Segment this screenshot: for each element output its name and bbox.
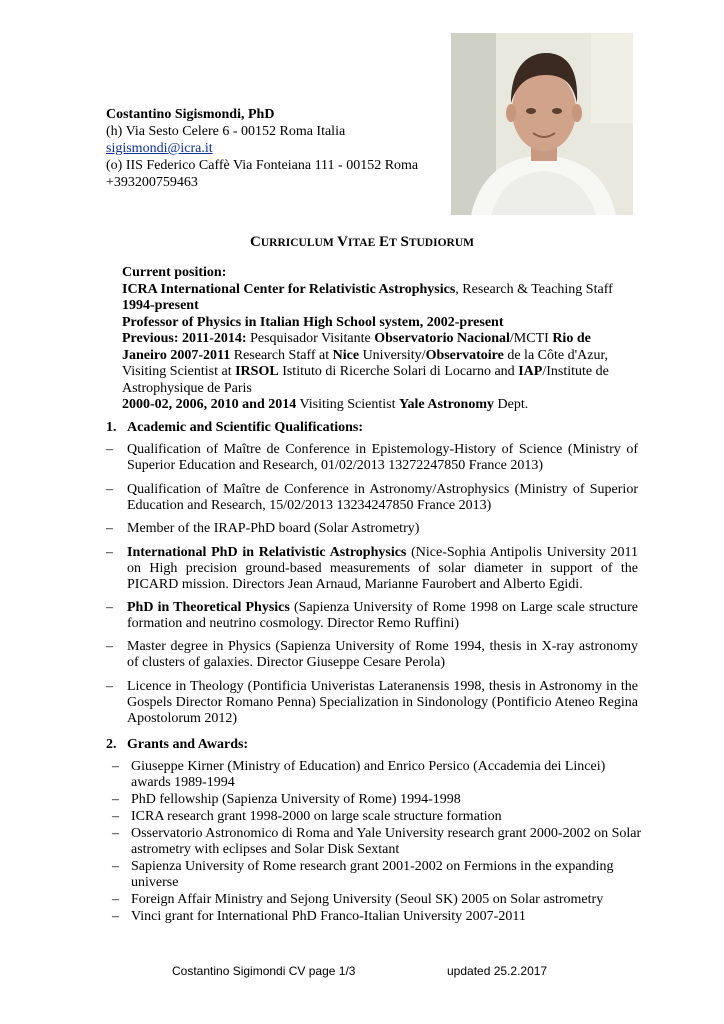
footer-updated-date: updated 25.2.2017 [447,964,548,978]
iap-text: /Institute de Astrophysique de Paris [122,364,609,396]
phone-number: +393200759463 [106,175,198,190]
university-text: University/ [359,347,426,363]
previous-positions [122,331,622,397]
title-word-vitae: ITAE [348,237,376,249]
section-number: 1. [106,420,117,435]
title-word-studiorum: TUDIORUM [408,237,474,249]
list-item [112,892,642,908]
list-item-text: Qualification of Maître de Conference in Epistemology-History of Science (Ministry of Superior Education and Research, 01/02/2013 13272247850 France 2013) [127,442,638,473]
list-item [106,545,638,593]
dash-bullet: – [106,545,113,560]
portrait-photo [451,33,633,215]
observatoire-name: Observatoire [425,347,504,363]
list-item [112,809,642,825]
dash-bullet: – [112,826,119,841]
home-address: (h) Via Sesto Celere 6 - 00152 Roma Italia [106,124,346,139]
section-title: Academic and Scientific Qualifications: [127,420,364,435]
section-number: 2. [106,737,117,752]
dash-bullet: – [106,442,113,457]
author-name: Costantino Sigismondi, PhD [106,107,275,122]
previous-label: Previous: 2011-2014: [122,331,247,346]
email-link[interactable]: sigismondi@icra.it [106,141,213,156]
list-item-text: Member of the IRAP-PhD board (Solar Astrometry) [127,521,420,536]
degree-title: PhD in Theoretical Physics [127,600,290,615]
title-initial-c: C [250,234,261,250]
degree-title: International PhD in Relativistic Astrophysics [127,545,407,560]
dash-bullet: – [112,909,119,924]
list-item-text [127,545,638,593]
list-item [106,639,638,671]
list-item-text: Vinci grant for International PhD Franco-Italian University 2007-2011 [131,909,526,924]
icra-role: , Research & Teaching Staff [455,281,613,297]
previous-role: Pesquisador Visitante [246,331,375,346]
cote-text: de la Côte d'Azur, Visiting Scientist at [122,347,609,379]
section-heading-grants [106,736,248,753]
dash-bullet: – [106,639,113,654]
title-word-curriculum: URRICULUM [260,237,334,249]
list-item [106,521,638,537]
degree-details: (Nice-Sophia Antipolis University 2011 on High precision ground-based measurements of solar diameter in support of the PICARD mission. Directors Jean Arnaud, Marianne Faurobert and Alberto Egidi. [127,545,638,592]
dash-bullet: – [106,521,113,536]
istituto-text: Istituto di Ricerche Solari di Locarno and [278,364,519,379]
icra-name: ICRA International Center for Relativistic Astrophysics [122,281,456,297]
title-initial-v: V [337,234,349,250]
list-item [106,679,638,727]
yale-line [122,397,622,414]
list-item-text: Sapienza University of Rome research grant 2001-2002 on Fermions in the expanding universe [131,859,614,890]
dash-bullet: – [106,600,113,615]
dash-bullet: – [112,759,119,774]
title-initial-s: S [400,234,409,250]
current-position-label: Current position: [122,265,227,280]
research-staff-text: Research Staff at [230,347,333,363]
contact-block [106,106,446,191]
section-heading-qualifications [106,419,363,436]
list-item [106,600,638,632]
list-item-text: Osservatorio Astronomico di Roma and Yale University research grant 2000-2002 on Solar astrometry with eclipses and Solar Disk Sextant [131,826,642,857]
list-item [112,792,642,808]
yale-name: Yale Astronomy [398,397,495,412]
list-item [112,826,642,858]
dash-bullet: – [112,892,119,907]
footer-page-info: Costantino Sigimondi CV page 1/3 [172,964,356,978]
irsol-name: IRSOL [235,364,279,379]
yale-years: 2000-02, 2006, 2010 and 2014 [122,397,297,412]
list-item [112,759,642,791]
icra-years: 1994-present [122,298,199,313]
list-item [106,442,638,474]
degree-details: (Sapienza University of Rome 1998 on Large scale structure formation and neutrino cosmology. Director Remo Ruffini) [127,600,638,631]
list-item [106,482,638,514]
rio-years: Rio de Janeiro 2007-2011 [122,331,591,363]
portrait-drawing [451,33,633,215]
list-item-text: Master degree in Physics (Sapienza University of Rome 1994, thesis in X-ray astronomy of clusters of galaxies. Director Giuseppe Cesare Perola) [127,639,638,670]
visiting-text: Visiting Scientist [296,397,399,412]
mcti-text: /MCTI [509,331,553,346]
nice-name: Nice [332,347,360,363]
professor-line: Professor of Physics in Italian High School system, 2002-present [122,314,504,330]
list-item-text: Licence in Theology (Pontificia Univeristas Lateranensis 1998, thesis in Astronomy in the Gospels Director Romano Penna) Specialization in Sindonology (Pontificio Ateneo Regina Apostolorum 2012) [127,679,638,726]
icra-line [122,282,622,299]
dash-bullet: – [112,792,119,807]
document-title [0,233,724,252]
list-item-text: Qualification of Maître de Conference in Astronomy/Astrophysics (Ministry of Superior Education and Research, 15/02/2013 13234247850 France 2013) [127,482,638,513]
title-word-et: T [389,237,397,249]
dash-bullet: – [112,859,119,874]
iap-name: IAP [518,364,543,379]
office-address: (o) IIS Federico Caffè Via Fonteiana 111 - 00152 Roma [106,158,419,173]
dash-bullet: – [106,679,113,694]
dash-bullet: – [106,482,113,497]
list-item-text: Giuseppe Kirner (Ministry of Education) and Enrico Persico (Accademia dei Lincei) awards 1989-1994 [131,759,606,790]
section-title: Grants and Awards: [127,737,249,752]
dept-text: Dept. [494,397,529,412]
current-position-block [122,265,622,414]
list-item-text: Foreign Affair Ministry and Sejong University (Seoul SK) 2005 on Solar astrometry [131,892,604,907]
list-item-text [127,600,638,632]
observatorio-name: Observatorio Nacional [374,331,510,346]
list-item [112,909,642,925]
list-item-text: ICRA research grant 1998-2000 on large scale structure formation [131,809,502,824]
list-item-text: PhD fellowship (Sapienza University of Rome) 1994-1998 [131,792,461,807]
title-initial-e: E [379,234,390,250]
list-item [112,859,642,891]
dash-bullet: – [112,809,119,824]
